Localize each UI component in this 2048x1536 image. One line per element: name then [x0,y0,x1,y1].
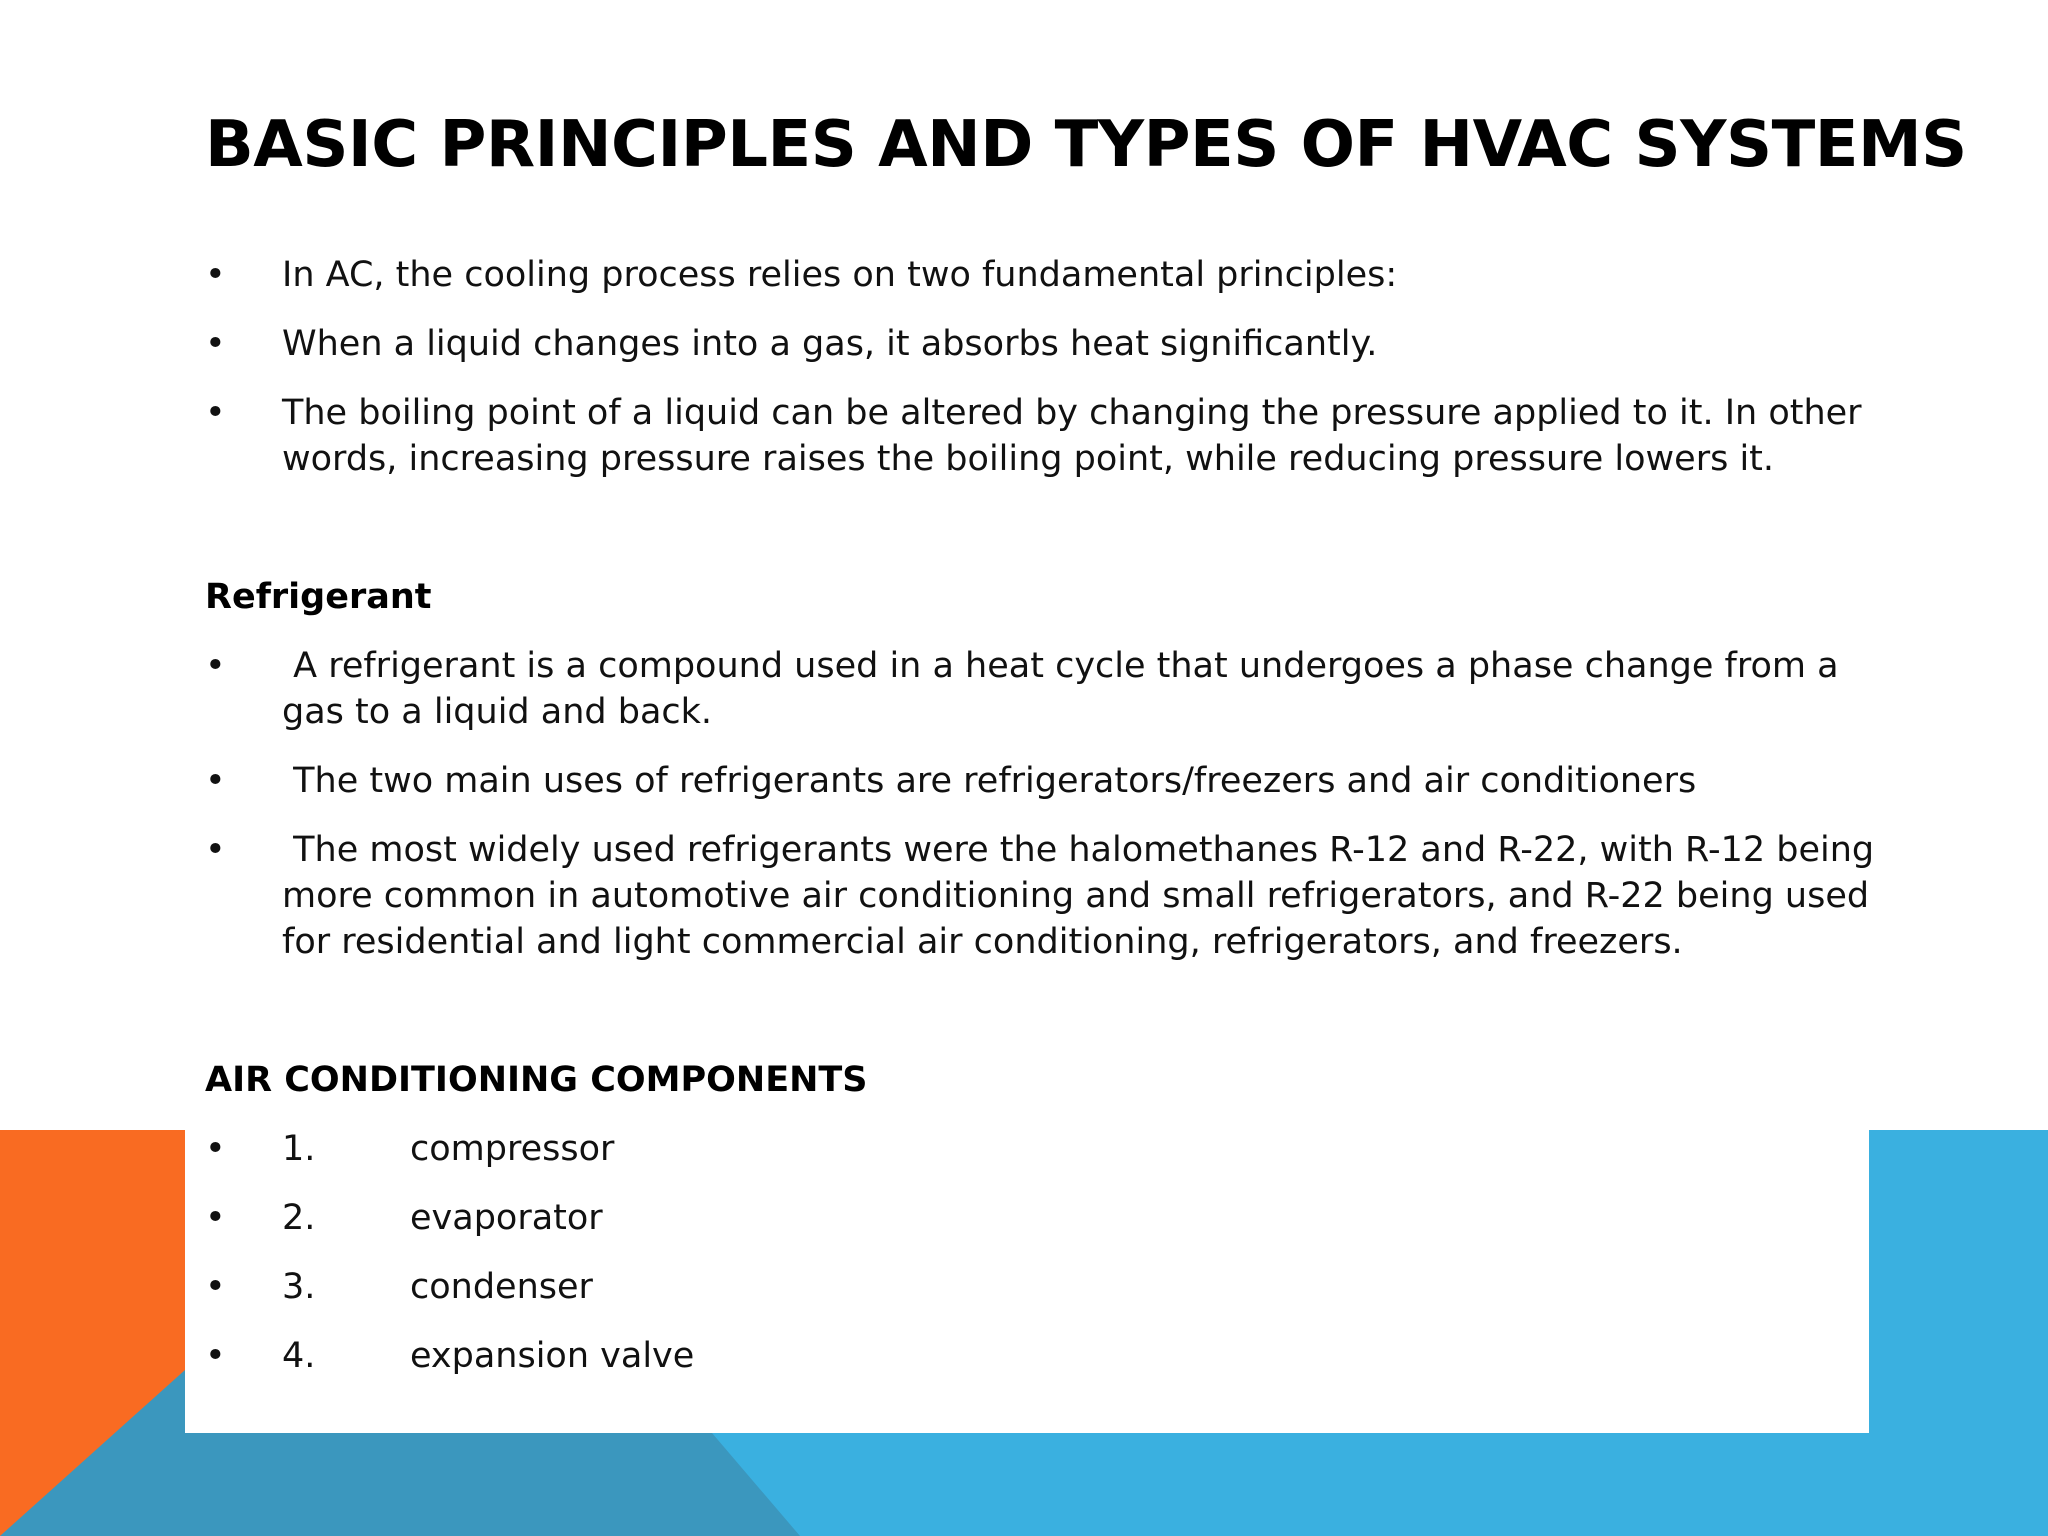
refrigerant-text: The most widely used refrigerants were the halomethanes R-12 and R-22, with R-12 being more common in automotive air conditioning and small refrigerators, and R-22 being used for residential and light commercial air conditioning, refrigerators, and freezers. [282,830,1886,962]
bullet-glyph: • [205,830,226,870]
bullet-glyph: • [205,324,226,364]
section-spacer [205,988,1885,1057]
principle-item [205,252,1885,298]
slide-body [205,252,1885,1402]
component-number: 4. [282,1336,316,1376]
component-item [205,1126,1885,1172]
component-item [205,1333,1885,1379]
component-number: 1. [282,1129,316,1169]
bullet-glyph: • [205,1129,226,1169]
principle-text: The boiling point of a liquid can be altered by changing the pressure applied to it. In other words, increasing pressure raises the boiling point, while reducing pressure lowers it. [282,393,1862,479]
principle-text: In AC, the cooling process relies on two fundamental principles: [282,255,1398,295]
principles-list [205,252,1885,482]
refrigerant-list [205,643,1885,965]
component-label: evaporator [410,1198,603,1238]
section-spacer [205,505,1885,574]
refrigerant-text: A refrigerant is a compound used in a heat cycle that undergoes a phase change from a gas to a liquid and back. [282,646,1850,732]
principle-item [205,321,1885,367]
component-item [205,1264,1885,1310]
refrigerant-item [205,643,1885,735]
component-number: 2. [282,1198,316,1238]
component-item [205,1195,1885,1241]
component-label: condenser [410,1267,593,1307]
component-label: expansion valve [410,1336,695,1376]
bullet-glyph: • [205,1267,226,1307]
bullet-glyph: • [205,761,226,801]
component-label: compressor [410,1129,615,1169]
principle-text: When a liquid changes into a gas, it absorbs heat significantly. [282,324,1378,364]
bullet-glyph: • [205,646,226,686]
slide-title: BASIC PRINCIPLES AND TYPES OF HVAC SYSTEMS [205,108,1967,182]
components-list [205,1126,1885,1379]
bullet-glyph: • [205,393,226,433]
refrigerant-heading: Refrigerant [205,577,432,617]
components-heading: AIR CONDITIONING COMPONENTS [205,1060,868,1100]
component-number: 3. [282,1267,316,1307]
refrigerant-item [205,827,1885,965]
refrigerant-item [205,758,1885,804]
principle-item [205,390,1885,482]
bullet-glyph: • [205,1198,226,1238]
bullet-glyph: • [205,255,226,295]
refrigerant-text: The two main uses of refrigerants are refrigerators/freezers and air conditioners [282,761,1697,801]
bullet-glyph: • [205,1336,226,1376]
